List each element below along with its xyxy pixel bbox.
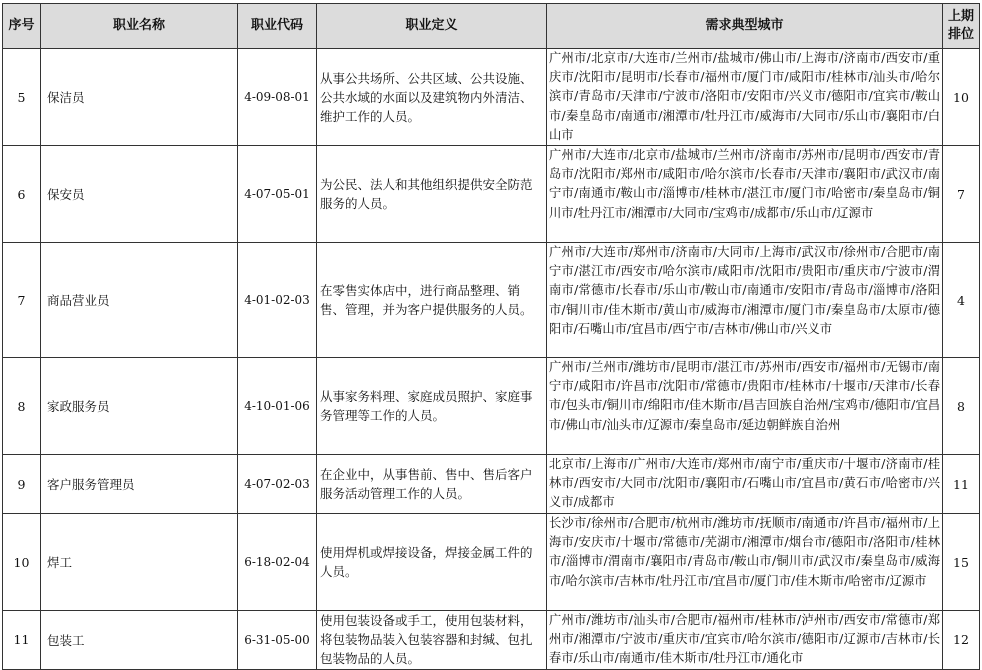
header-rank-line1: 上期 — [947, 9, 974, 24]
row-occupation-name: 商品营业员 — [41, 243, 238, 358]
row-typical-cities: 广州市/大连市/郑州市/济南市/大同市/上海市/武汉市/徐州市/合肥市/南宁市/湛江市/西安市/哈尔滨市/咸阳市/沈阳市/贵阳市/重庆市/宁波市/渭南市/常德市/长春市/乐山市/鞍山市/南通市/安阳市/青岛市/淄博市/洛阳市/铜川市/佳木斯市/黄山市/威海市/湘潭市/厦门市/秦皇岛市/太原市/德阳市/石嘴山市/宜昌市/西宁市/吉林市/佛山市/兴义市 — [547, 243, 943, 358]
row-occupation-name: 客户服务管理员 — [41, 455, 238, 514]
occupation-demand-table — [2, 3, 980, 670]
row-typical-cities: 广州市/潍坊市/汕头市/合肥市/福州市/桂林市/泸州市/西安市/常德市/郑州市/湘潭市/宁波市/重庆市/宜宾市/哈尔滨市/德阳市/辽源市/吉林市/长春市/乐山市/南通市/佳木斯市/牡丹江市/通化市 — [547, 611, 943, 670]
row-typical-cities: 长沙市/徐州市/合肥市/杭州市/潍坊市/抚顺市/南通市/许昌市/福州市/上海市/安庆市/十堰市/常德市/芜湖市/湘潭市/烟台市/德阳市/洛阳市/桂林市/淄博市/渭南市/襄阳市/青岛市/鞍山市/铜川市/武汉市/秦皇岛市/威海市/哈尔滨市/吉林市/牡丹江市/宜昌市/厦门市/佳木斯市/哈密市/辽源市 — [547, 514, 943, 611]
row-occupation-name: 焊工 — [41, 514, 238, 611]
row-occupation-name: 保洁员 — [41, 49, 238, 146]
table-row — [3, 243, 980, 358]
row-no: 9 — [3, 455, 41, 514]
row-occupation-code: 4-10-01-06 — [238, 358, 317, 455]
row-occupation-code: 6-18-02-04 — [238, 514, 317, 611]
row-occupation-definition: 在企业中，从事售前、售中、售后客户服务活动管理工作的人员。 — [317, 455, 547, 514]
header-typical-cities: 需求典型城市 — [547, 4, 943, 49]
row-occupation-definition: 在零售实体店中，进行商品整理、销售、管理，并为客户提供服务的人员。 — [317, 243, 547, 358]
row-occupation-definition: 从事家务料理、家庭成员照护、家庭事务管理等工作的人员。 — [317, 358, 547, 455]
row-no: 5 — [3, 49, 41, 146]
header-occupation-definition: 职业定义 — [317, 4, 547, 49]
table-row — [3, 514, 980, 611]
row-occupation-code: 4-07-05-01 — [238, 146, 317, 243]
header-previous-rank — [943, 4, 980, 49]
table-row — [3, 146, 980, 243]
table-row — [3, 49, 980, 146]
row-previous-rank: 12 — [943, 611, 980, 670]
row-occupation-name: 保安员 — [41, 146, 238, 243]
row-no: 8 — [3, 358, 41, 455]
row-previous-rank: 15 — [943, 514, 980, 611]
row-occupation-code: 6-31-05-00 — [238, 611, 317, 670]
row-typical-cities: 广州市/北京市/大连市/兰州市/盐城市/佛山市/上海市/济南市/西安市/重庆市/沈阳市/昆明市/长春市/福州市/厦门市/咸阳市/桂林市/汕头市/哈尔滨市/青岛市/天津市/宁波市/洛阳市/安阳市/兴义市/德阳市/宜宾市/鞍山市/秦皇岛市/南通市/湘潭市/牡丹江市/威海市/大同市/乐山市/襄阳市/白山市 — [547, 49, 943, 146]
row-previous-rank: 4 — [943, 243, 980, 358]
table-row — [3, 611, 980, 670]
row-occupation-definition: 使用包装设备或手工，使用包装材料，将包装物品装入包装容器和封缄、包扎包装物品的人员。 — [317, 611, 547, 670]
row-no: 6 — [3, 146, 41, 243]
row-previous-rank: 11 — [943, 455, 980, 514]
row-typical-cities: 广州市/兰州市/潍坊市/昆明市/湛江市/苏州市/西安市/福州市/无锡市/南宁市/咸阳市/许昌市/沈阳市/常德市/贵阳市/桂林市/十堰市/天津市/长春市/包头市/铜川市/绵阳市/佳木斯市/昌吉回族自治州/宝鸡市/德阳市/宜昌市/佛山市/汕头市/辽源市/秦皇岛市/延边朝鲜族自治州 — [547, 358, 943, 455]
row-occupation-definition: 为公民、法人和其他组织提供安全防范服务的人员。 — [317, 146, 547, 243]
row-occupation-definition: 使用焊机或焊接设备，焊接金属工件的人员。 — [317, 514, 547, 611]
row-occupation-code: 4-07-02-03 — [238, 455, 317, 514]
header-row — [3, 4, 980, 49]
header-occupation-code: 职业代码 — [238, 4, 317, 49]
header-rank-line2: 排位 — [947, 27, 974, 42]
row-previous-rank: 8 — [943, 358, 980, 455]
row-occupation-definition: 从事公共场所、公共区域、公共设施、公共水域的水面以及建筑物内外清洁、维护工作的人员。 — [317, 49, 547, 146]
row-no: 7 — [3, 243, 41, 358]
row-occupation-code: 4-09-08-01 — [238, 49, 317, 146]
row-occupation-name: 家政服务员 — [41, 358, 238, 455]
row-no: 10 — [3, 514, 41, 611]
table-row — [3, 358, 980, 455]
header-no: 序号 — [3, 4, 41, 49]
row-typical-cities: 广州市/大连市/北京市/盐城市/兰州市/济南市/苏州市/昆明市/西安市/青岛市/沈阳市/郑州市/咸阳市/哈尔滨市/长春市/天津市/襄阳市/武汉市/南宁市/南通市/鞍山市/淄博市/桂林市/湛江市/厦门市/哈密市/秦皇岛市/铜川市/牡丹江市/湘潭市/大同市/宝鸡市/成都市/乐山市/辽源市 — [547, 146, 943, 243]
row-typical-cities: 北京市/上海市/广州市/大连市/郑州市/南宁市/重庆市/十堰市/济南市/桂林市/西安市/大同市/沈阳市/襄阳市/石嘴山市/宜昌市/黄石市/哈密市/兴义市/成都市 — [547, 455, 943, 514]
row-occupation-code: 4-01-02-03 — [238, 243, 317, 358]
header-occupation-name: 职业名称 — [41, 4, 238, 49]
row-occupation-name: 包装工 — [41, 611, 238, 670]
row-previous-rank: 7 — [943, 146, 980, 243]
row-no: 11 — [3, 611, 41, 670]
table-row — [3, 455, 980, 514]
row-previous-rank: 10 — [943, 49, 980, 146]
